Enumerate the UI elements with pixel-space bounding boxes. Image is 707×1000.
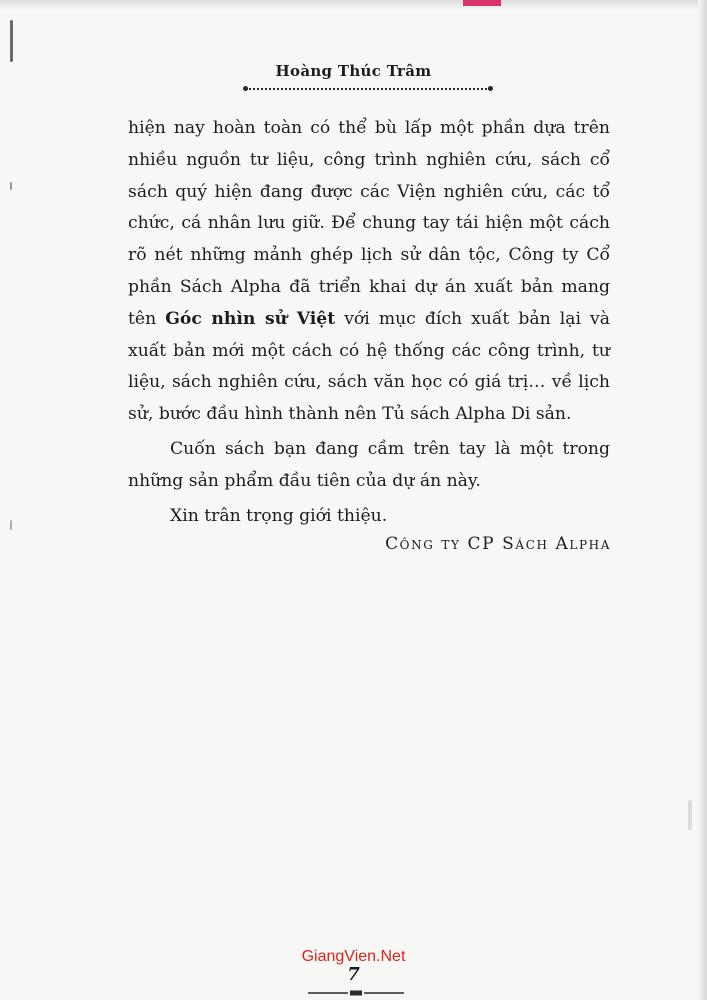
rule-dot-left	[243, 86, 248, 91]
running-head: Hoàng Thúc Trâm	[275, 62, 432, 80]
binding-mark	[10, 20, 13, 62]
paragraph-1-text: hiện nay hoàn toàn có thể bù lấp một phần dựa trên nhiều nguồn tư liệu, công trình nghiên cứu, sách cổ sách quý hiện đang được các Viện nghiên cứu, các tổ chức, cá nhân lưu giữ. Để chung tay tái hiện một cách rõ nét những mảnh ghép lịch sử dân tộc, Công ty Cổ phần Sách Alpha đã triển khai dự án xuất bản mang tên	[128, 118, 610, 329]
rule-dot-right	[488, 86, 493, 91]
paragraph-1-text-continued: với mục đích xuất bản lại và xuất bản mới một cách có hệ thống các công trình, tư liệu, sách nghiên cứu, sách văn học có giá trị… về lịch sử, bước đầu hình thành nên Tủ sách Alpha Di sản.	[128, 308, 610, 425]
paragraph-1	[128, 113, 610, 431]
project-name: Góc nhìn sử Việt	[165, 308, 336, 329]
running-head-rule	[246, 88, 490, 90]
paper-speck	[688, 800, 692, 830]
page-right-edge	[698, 0, 707, 1000]
pink-bookmark-tab	[463, 0, 501, 6]
page-number: 7	[347, 964, 360, 985]
binding-speck	[10, 182, 12, 190]
signature: Công ty CP Sách Alpha	[385, 534, 611, 554]
body-text	[128, 113, 610, 532]
paragraph-2: Cuốn sách bạn đang cầm trên tay là một trong những sản phẩm đầu tiên của dự án này.	[128, 438, 610, 491]
watermark: GiangVien.Net	[301, 948, 406, 965]
binding-speck	[10, 520, 12, 530]
paragraph-3: Xin trân trọng giới thiệu.	[170, 505, 388, 526]
footer-ornament	[308, 990, 404, 996]
page-top-edge	[0, 0, 707, 10]
